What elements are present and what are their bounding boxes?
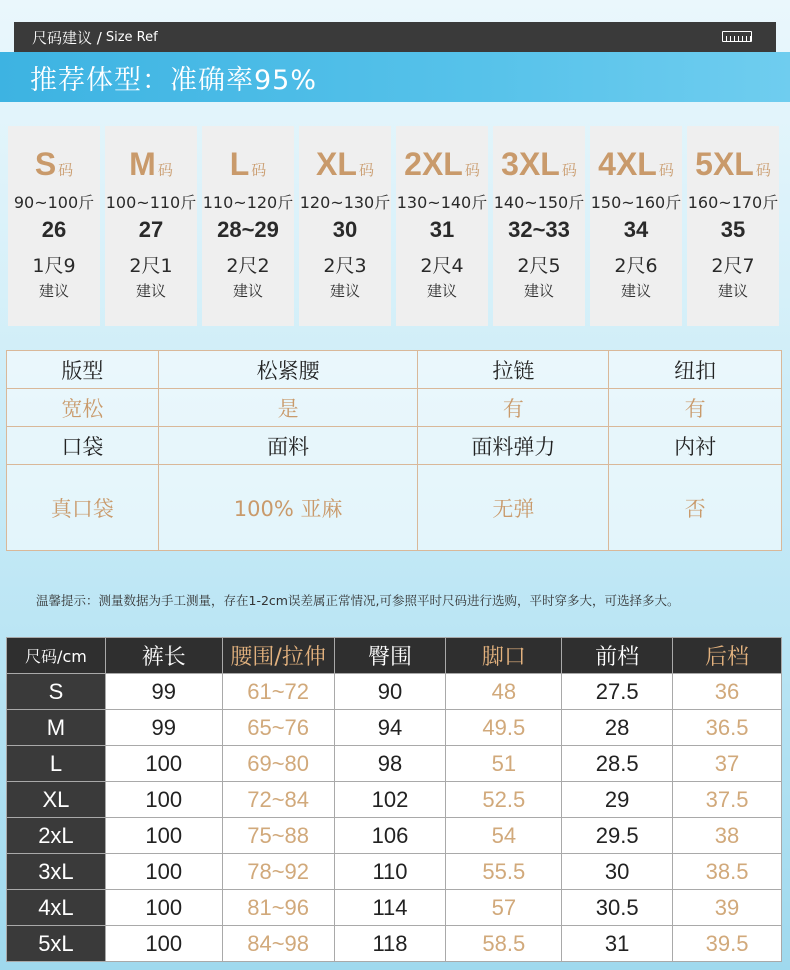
header-cell: 前档 (562, 638, 673, 674)
card-waist: 27 (138, 217, 164, 242)
size-card-4xl (590, 126, 682, 326)
table-cell: 30.5 (562, 890, 673, 926)
table-cell: 114 (334, 890, 446, 926)
card-chi: 2尺5 (517, 255, 561, 277)
attribute-label: 面料 (158, 427, 418, 465)
table-cell: 100 (105, 782, 222, 818)
attribute-value: 真口袋 (7, 465, 159, 551)
table-row (7, 818, 782, 854)
size-cell: 3xL (7, 854, 106, 890)
card-waist: 31 (429, 217, 455, 242)
table-cell: 51 (446, 746, 562, 782)
table-row (7, 746, 782, 782)
card-chi: 2尺3 (323, 255, 367, 277)
header-subtitle: Size Ref (105, 29, 158, 45)
table-cell: 38 (673, 818, 782, 854)
card-chi: 2尺4 (420, 255, 464, 277)
header-title: 尺码建议 / (32, 28, 102, 47)
table-cell: 39.5 (673, 926, 782, 962)
table-cell: 90 (334, 674, 446, 710)
attribute-label: 纽扣 (609, 351, 782, 389)
size-cell: 4xL (7, 890, 106, 926)
card-size: S (34, 146, 57, 182)
table-cell: 65~76 (222, 710, 334, 746)
card-weight: 100~110斤 (105, 193, 197, 212)
card-size: XL (316, 146, 357, 182)
attribute-value: 宽松 (7, 389, 159, 427)
card-weight: 130~140斤 (396, 193, 488, 212)
table-cell: 38.5 (673, 854, 782, 890)
attribute-label: 松紧腰 (158, 351, 418, 389)
table-cell: 28.5 (562, 746, 673, 782)
header-cell: 尺码/cm (7, 638, 106, 674)
card-weight: 140~150斤 (493, 193, 585, 212)
card-advice: 建议 (620, 282, 651, 300)
card-advice: 建议 (38, 282, 69, 300)
card-unit: 码 (561, 161, 577, 179)
card-weight: 120~130斤 (299, 193, 391, 212)
table-cell: 99 (105, 710, 222, 746)
attribute-label: 版型 (7, 351, 159, 389)
card-chi: 2尺6 (614, 255, 658, 277)
attribute-value: 100% 亚麻 (158, 465, 418, 551)
size-card-3xl (493, 126, 585, 326)
card-waist: 30 (332, 217, 358, 242)
size-card-5xl (687, 126, 779, 326)
card-waist: 34 (623, 217, 649, 242)
card-advice: 建议 (717, 282, 748, 300)
card-advice: 建议 (232, 282, 263, 300)
card-waist: 32~33 (508, 217, 570, 242)
header-cell: 后档 (673, 638, 782, 674)
table-cell: 81~96 (222, 890, 334, 926)
table-cell: 31 (562, 926, 673, 962)
table-cell: 118 (334, 926, 446, 962)
card-waist: 28~29 (217, 217, 279, 242)
table-row (7, 890, 782, 926)
size-card-xl (299, 126, 391, 326)
table-cell: 52.5 (446, 782, 562, 818)
table-row (7, 854, 782, 890)
card-advice: 建议 (523, 282, 554, 300)
table-cell: 54 (446, 818, 562, 854)
recommend-banner (0, 52, 790, 102)
card-advice: 建议 (426, 282, 457, 300)
attribute-table (6, 350, 782, 551)
table-cell: 29 (562, 782, 673, 818)
table-cell: 100 (105, 890, 222, 926)
table-cell: 39 (673, 890, 782, 926)
table-row (7, 782, 782, 818)
card-size: M (129, 146, 156, 182)
card-waist: 35 (720, 217, 746, 242)
card-chi: 2尺1 (129, 255, 173, 277)
attribute-value: 有 (609, 389, 782, 427)
size-cell: 5xL (7, 926, 106, 962)
table-cell: 102 (334, 782, 446, 818)
table-cell: 100 (105, 818, 222, 854)
card-unit: 码 (464, 161, 480, 179)
table-cell: 57 (446, 890, 562, 926)
card-unit: 码 (251, 161, 267, 179)
table-cell: 58.5 (446, 926, 562, 962)
table-cell: 75~88 (222, 818, 334, 854)
table-cell: 27.5 (562, 674, 673, 710)
attribute-row (7, 465, 782, 551)
header-bar (14, 22, 776, 52)
size-card-2xl (396, 126, 488, 326)
size-cell: S (7, 674, 106, 710)
attribute-row (7, 389, 782, 427)
attribute-label: 拉链 (418, 351, 609, 389)
size-card-l (202, 126, 294, 326)
table-row (7, 674, 782, 710)
card-unit: 码 (58, 161, 74, 179)
size-cell: M (7, 710, 106, 746)
table-cell: 55.5 (446, 854, 562, 890)
table-cell: 30 (562, 854, 673, 890)
table-cell: 106 (334, 818, 446, 854)
card-size: L (229, 146, 250, 182)
size-table-header (7, 638, 782, 674)
table-cell: 61~72 (222, 674, 334, 710)
table-row (7, 710, 782, 746)
header-cell: 脚口 (446, 638, 562, 674)
card-unit: 码 (157, 161, 173, 179)
table-cell: 49.5 (446, 710, 562, 746)
table-cell: 72~84 (222, 782, 334, 818)
size-cell: L (7, 746, 106, 782)
attribute-label: 内衬 (609, 427, 782, 465)
table-cell: 94 (334, 710, 446, 746)
card-advice: 建议 (329, 282, 360, 300)
table-cell: 37 (673, 746, 782, 782)
table-cell: 100 (105, 746, 222, 782)
table-cell: 100 (105, 926, 222, 962)
header-cell: 臀围 (334, 638, 446, 674)
size-cell: XL (7, 782, 106, 818)
size-cell: 2xL (7, 818, 106, 854)
attribute-value: 无弹 (418, 465, 609, 551)
header-cell: 裤长 (105, 638, 222, 674)
attribute-value: 有 (418, 389, 609, 427)
table-cell: 84~98 (222, 926, 334, 962)
card-weight: 110~120斤 (202, 193, 294, 212)
attribute-value: 是 (158, 389, 418, 427)
card-chi: 2尺2 (226, 255, 270, 277)
attribute-row (7, 427, 782, 465)
size-card-s (8, 126, 100, 326)
attribute-label: 面料弹力 (418, 427, 609, 465)
attribute-label: 口袋 (7, 427, 159, 465)
ruler-icon (722, 31, 752, 42)
table-cell: 48 (446, 674, 562, 710)
card-chi: 2尺7 (711, 255, 755, 277)
card-unit: 码 (358, 161, 374, 179)
card-weight: 90~100斤 (13, 193, 95, 212)
table-cell: 28 (562, 710, 673, 746)
card-size: 5XL (695, 146, 754, 182)
measurement-tip: 温馨提示：测量数据为手工测量，存在1-2cm误差属正常情况,可参照平时尺码进行选购，平时穿多大，可选择多大。 (36, 593, 680, 608)
table-row (7, 926, 782, 962)
card-waist: 26 (41, 217, 67, 242)
card-unit: 码 (755, 161, 771, 179)
card-weight: 160~170斤 (687, 193, 779, 212)
card-size: 4XL (598, 146, 657, 182)
table-cell: 78~92 (222, 854, 334, 890)
card-unit: 码 (658, 161, 674, 179)
table-cell: 36 (673, 674, 782, 710)
table-cell: 99 (105, 674, 222, 710)
table-cell: 37.5 (673, 782, 782, 818)
table-cell: 110 (334, 854, 446, 890)
size-table (6, 637, 782, 962)
table-cell: 29.5 (562, 818, 673, 854)
table-cell: 69~80 (222, 746, 334, 782)
card-size: 3XL (501, 146, 560, 182)
attribute-value: 否 (609, 465, 782, 551)
header-cell: 腰围/拉伸 (222, 638, 334, 674)
table-cell: 36.5 (673, 710, 782, 746)
size-card-m (105, 126, 197, 326)
table-cell: 98 (334, 746, 446, 782)
card-weight: 150~160斤 (590, 193, 682, 212)
attribute-row (7, 351, 782, 389)
card-size: 2XL (404, 146, 463, 182)
size-cards (8, 126, 782, 326)
table-cell: 100 (105, 854, 222, 890)
card-chi: 1尺9 (32, 255, 76, 277)
banner-text: 推荐体型：准确率95% (30, 64, 318, 96)
card-advice: 建议 (135, 282, 166, 300)
